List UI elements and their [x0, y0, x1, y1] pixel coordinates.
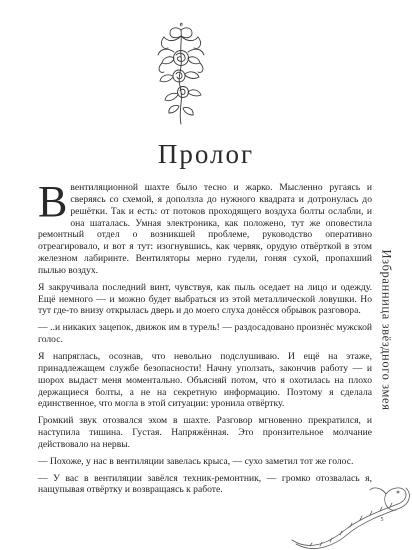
paragraph [38, 177, 372, 277]
snake-ornament-icon [290, 480, 412, 550]
paragraph-text: вентиляционной шахте было тесно и жарко. Мысленно ругаясь и сверяясь со схемой, я доползла до нужного квадрата и дотронулась до решётки. Так и есть: от потоков проходящего воздуха болты ослабли, и она шаталась. Умная электроника, как положено, тут же оповестила ремонтный отдел о возникшей проблеме, руководство оперативно отреагировало, и вот я тут: изогнувшись, как червяк, орудую отвёрткой в этом железном лабиринте. Вентиляторы мерно гудели, гоняя сухой, пропахший пылью воздух. [38, 182, 372, 276]
floral-ornament-icon [148, 22, 214, 126]
page-number: 5 [380, 517, 384, 523]
paragraph: Я напряглась, осознав, что невольно подслушиваю. И ещё на этаже, принадлежащем службе безопасности! Начну уползать, закончив работу — и шорох выдаст меня моментально. Объясняй потом, что я охотилась на плохо держащиеся болты, а не на секретную информацию. Поэтому я сделала единственное, что могла в этой ситуации: уронила отвёртку. [38, 350, 372, 410]
body-text [38, 177, 372, 501]
paragraph: — У вас в вентиляции завёлся техник-ремонтник, — громко отозвалась я, нащупывая отвёртку и возвращаясь к работе. [38, 472, 372, 496]
drop-cap: В [38, 177, 68, 226]
paragraph: — ..и никаких зацепок, движок им в турель! — раздосадовано произнёс мужской голос. [38, 322, 372, 346]
running-title: Избранница звёздного змея [379, 249, 394, 411]
paragraph: Я закручивала последний винт, чувствуя, как пыль оседает на лицо и одежду. Ещё немного — и можно будет выбраться из этой металлической ловушки. Но тут где-то внизу открылась дверь и до моего слуха донёсся обрывок разговора. [38, 281, 372, 317]
paragraph: Громкий звук отозвался эхом в шахте. Разговор мгновенно прекратился, и наступила тишина. Густая. Напряжённая. Это пронзительное молчание действовало на нервы. [38, 415, 372, 450]
paragraph: — Похоже, у нас в вентиляции завелась крыса, — сухо заметил тот же голос. [38, 455, 354, 467]
chapter-title: Пролог [157, 139, 255, 169]
